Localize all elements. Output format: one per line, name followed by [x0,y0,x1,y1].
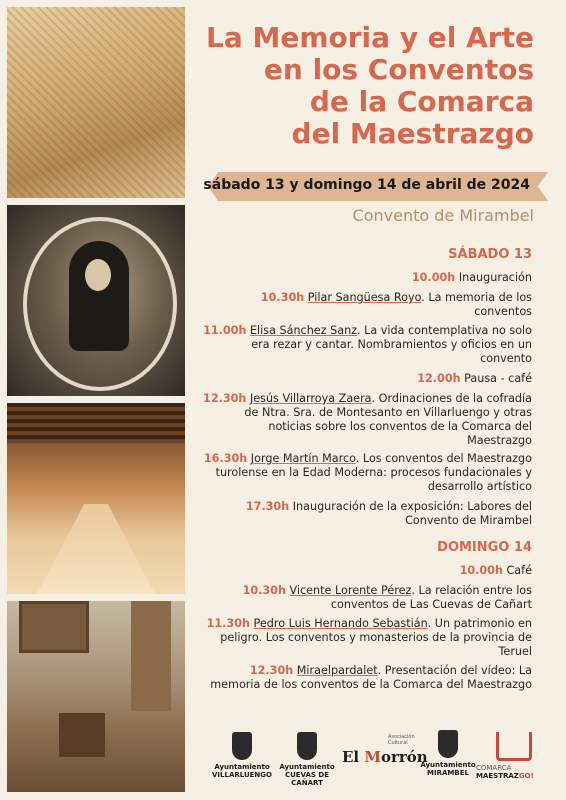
day-heading: SÁBADO 13 [448,247,532,262]
day-heading: DOMINGO 14 [437,540,532,555]
program-item: 17.30h Inauguración de la exposición: Labores del Convento de Mirambel [245,500,532,527]
engraving-photo [7,7,185,198]
program-item: 12.30h Miraelpardalet. Presentación del vídeo: La memoria de los conventos de la Comarca del Maestrazgo [210,664,532,691]
speaker-name: Jesús Villarroya Zaera [249,392,372,405]
speaker-name: Jorge Martín Marco [250,452,356,465]
speaker-name: Elisa Sánchez Sanz [249,324,358,337]
crest-icon [438,730,458,758]
crest-icon [297,732,317,760]
logo-el-morron: El Morrón [342,748,428,766]
title-line: La Memoria y el Arte [206,21,534,54]
program-item: 10.30h Vicente Lorente Pérez. La relación entre los conventos de Las Cuevas de Cañart [242,584,532,611]
speaker-name: Pedro Luis Hernando Sebastián [253,617,428,630]
event-date: sábado 13 y domingo 14 de abril de 2024 [203,177,530,193]
title-line: del Maestrazgo [291,117,534,150]
program-item: 11.00h Elisa Sánchez Sanz. La vida contemplativa no solo era rezar y cantar. Nombramientos y oficios en un convento [203,324,532,365]
corridor-photo [7,403,185,594]
convent-room-photo [7,601,185,792]
program-item: 12.00h Pausa - café [417,372,532,385]
logo-mirambel: Ayuntamiento MIRAMBEL [420,730,476,777]
program-item: 11.30h Pedro Luis Hernando Sebastián. Un patrimonio en peligro. Los conventos y monasterios de la provincia de Teruel [206,617,532,658]
comarca-castle-icon [496,732,532,761]
logo-el-morron-subtitle: Asociación Cultural [388,734,415,746]
program-item: 10.00h Inauguración [411,271,532,284]
speaker-name: Vicente Lorente Pérez [289,584,412,597]
nun-portrait-photo [7,205,185,396]
logo-cuevas-de-canart: Ayuntamiento CUEVAS DE CAÑART [272,732,342,787]
venue: Convento de Mirambel [352,206,534,225]
page-title [196,22,534,150]
logo-villarluengo: Ayuntamiento VILLARLUENGO [210,732,274,779]
title-line: en los Conventos [263,53,534,86]
sponsor-logos [196,728,558,790]
logo-comarca-maestrazgo: COMARCA MAESTRAZGO! [476,764,534,780]
program-item: 10.00h Café [459,564,532,577]
program-item: 12.30h Jesús Villarroya Zaera. Ordinaciones de la cofradía de Ntra. Sra. de Montesanto en Villarluengo y otras noticias sobre los conventos de la Comarca del Maestrazgo [203,392,532,447]
crest-icon [232,732,252,760]
program-item: 16.30h Jorge Martín Marco. Los conventos del Maestrazgo turolense en la Edad Moderna: procesos fundacionales y desarrollo artístico [203,452,532,493]
speaker-name: Miraelpardalet [296,664,378,677]
speaker-name: Pilar Sangüesa Royo [307,291,422,304]
title-line: de la Comarca [309,85,534,118]
program-item: 10.30h Pilar Sangüesa Royo. La memoria de los conventos [260,291,532,318]
